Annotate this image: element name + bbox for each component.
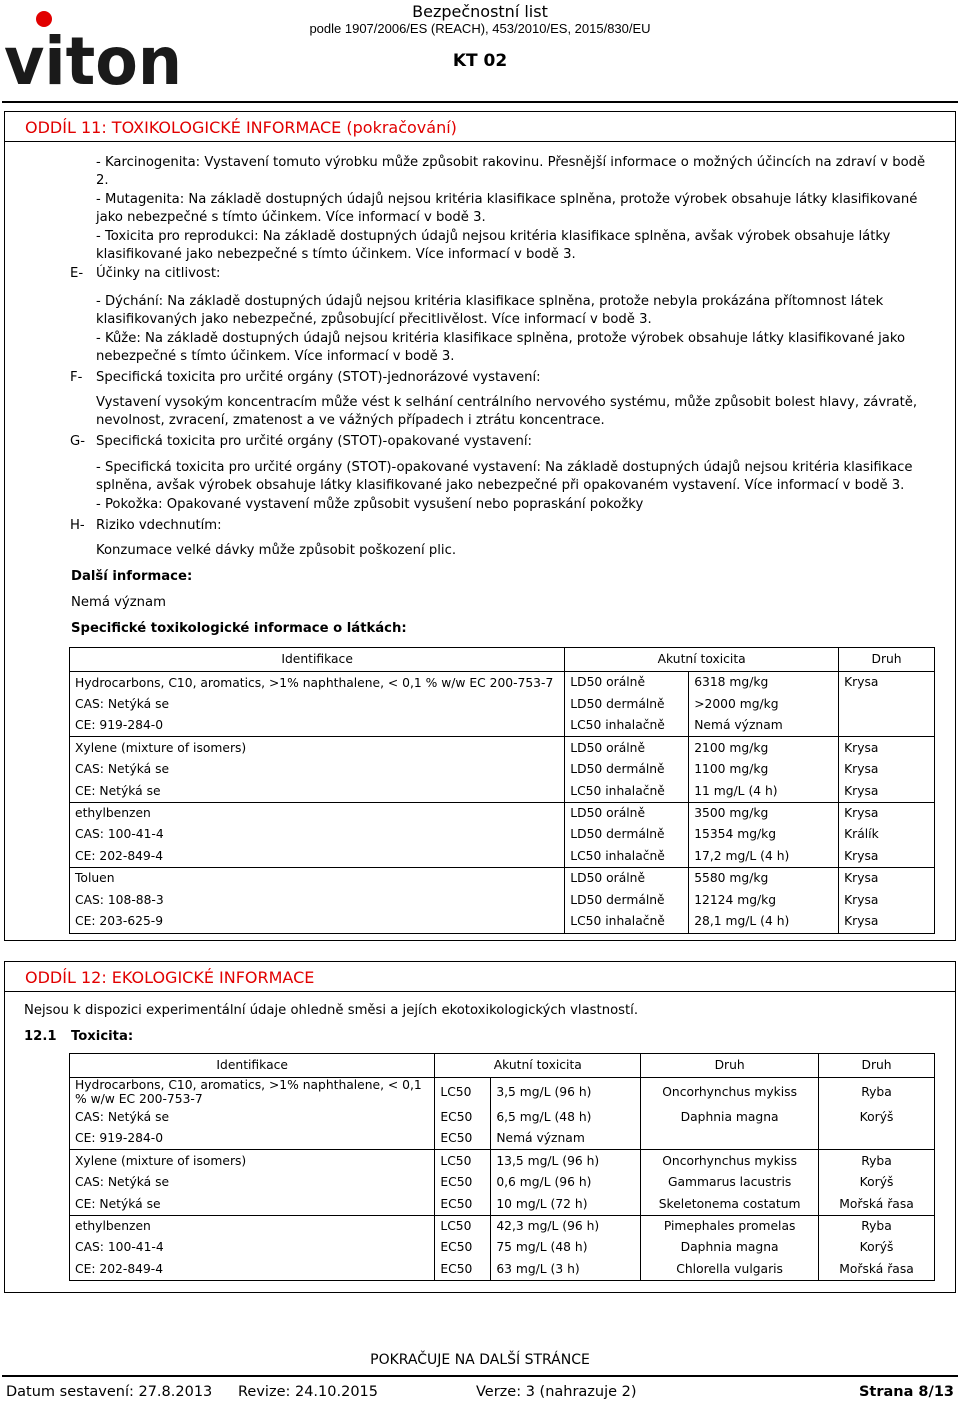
cell-test: LD50 dermálně bbox=[565, 824, 689, 846]
cell-value: >2000 mg/kg bbox=[689, 693, 839, 715]
table-row bbox=[70, 1193, 935, 1215]
toxicity-heading: Toxicita: bbox=[71, 1029, 134, 1044]
cell-species: Oncorhynchus mykiss bbox=[641, 1150, 819, 1172]
eco-intro-text: Nejsou k dispozici experimentální údaje ohledně směsi a jejích ekotoxikologických vlastností. bbox=[24, 1003, 639, 1018]
cell-identification: CAS: 100-41-4 bbox=[75, 1240, 164, 1255]
aspiration-text: Konzumace velké dávky může způsobit poškození plic. bbox=[96, 543, 457, 558]
section-12-title: ODDÍL 12: EKOLOGICKÉ INFORMACE bbox=[5, 962, 955, 992]
cell-identification: CAS: 100-41-4 bbox=[75, 827, 164, 842]
ecotoxicity-table bbox=[69, 1053, 935, 1281]
cell-type bbox=[819, 1128, 935, 1150]
cell-species bbox=[839, 715, 935, 737]
cell-identification: CAS: Netýká se bbox=[75, 762, 170, 777]
cell-species: Chlorella vulgaris bbox=[641, 1259, 819, 1281]
cell-species: Krysa bbox=[839, 889, 935, 911]
cell-species: Gammarus lacustris bbox=[641, 1172, 819, 1194]
reproduction-text: - Toxicita pro reprodukci: Na základě dostupných údajů nejsou kritéria klasifikace splněna, avšak výrobek obsahuje látky klasifikované jako nebezpečné s tímto účinkem. Více informací v bodě 3. bbox=[96, 229, 891, 263]
cell-value: 28,1 mg/L (4 h) bbox=[689, 911, 839, 933]
e-letter: E- bbox=[70, 266, 84, 281]
cell-test: LD50 orálně bbox=[565, 802, 689, 824]
cell-test: LD50 dermálně bbox=[565, 759, 689, 781]
table-row bbox=[70, 1078, 935, 1107]
revision-date: Revize: 24.10.2015 bbox=[238, 1384, 379, 1400]
cell-species: Krysa bbox=[839, 911, 935, 933]
toxicology-table bbox=[69, 647, 935, 934]
cell-identification: CE: 202-849-4 bbox=[75, 1262, 164, 1277]
col-header-acute-toxicity: Akutní toxicita bbox=[565, 648, 839, 672]
footer-divider bbox=[2, 1375, 958, 1377]
cell-type: Korýš bbox=[819, 1237, 935, 1259]
cell-identification: CAS: Netýká se bbox=[75, 696, 170, 711]
sensitization-heading: Účinky na citlivost: bbox=[96, 266, 221, 281]
cell-species: Krysa bbox=[839, 759, 935, 781]
col-header-species: Druh bbox=[641, 1054, 819, 1078]
cell-identification: CE: 203-625-9 bbox=[75, 914, 164, 929]
cell-type: Mořská řasa bbox=[819, 1193, 935, 1215]
logo-text: viton bbox=[4, 23, 182, 92]
table-row bbox=[70, 780, 935, 802]
cell-identification: Hydrocarbons, C10, aromatics, >1% naphthalene, < 0,1 % w/w EC 200-753-7 bbox=[75, 675, 554, 690]
cell-identification: CAS: Netýká se bbox=[75, 1109, 170, 1124]
cell-species: Krysa bbox=[839, 737, 935, 759]
cell-value: 42,3 mg/L (96 h) bbox=[491, 1215, 641, 1237]
cell-test: LC50 inhalačně bbox=[565, 846, 689, 868]
cell-test: EC50 bbox=[435, 1259, 491, 1281]
cell-species: Krysa bbox=[839, 672, 935, 694]
table-row bbox=[70, 868, 935, 890]
cell-value: 75 mg/L (48 h) bbox=[491, 1237, 641, 1259]
cell-value: 63 mg/L (3 h) bbox=[491, 1259, 641, 1281]
cell-identification: Xylene (mixture of isomers) bbox=[70, 737, 565, 759]
h-letter: H- bbox=[70, 518, 85, 533]
cell-value: 17,2 mg/L (4 h) bbox=[689, 846, 839, 868]
specific-tox-heading: Specifické toxikologické informace o látkách: bbox=[71, 621, 407, 636]
table-row bbox=[70, 1128, 935, 1150]
cell-identification: ethylbenzen bbox=[70, 1215, 435, 1237]
cell-identification: Toluen bbox=[70, 868, 565, 890]
cell-test: LC50 inhalačně bbox=[565, 780, 689, 802]
more-info-heading: Další informace: bbox=[71, 569, 193, 584]
carcinogenicity-text: - Karcinogenita: Vystavení tomuto výrobku může způsobit rakovinu. Přesnější informace o možných účincích na zdraví v bodě 2. bbox=[96, 155, 926, 189]
cell-test: LC50 bbox=[435, 1150, 491, 1172]
col-header-identification: Identifikace bbox=[70, 1054, 435, 1078]
document-title: Bezpečnostní list bbox=[412, 2, 548, 21]
mutagenicity-text: - Mutagenita: Na základě dostupných údajů nejsou kritéria klasifikace splněna, protože výrobek obsahuje látky klasifikované jako nebezpečné s tímto účinkem. Více informací v bodě 3. bbox=[96, 192, 918, 226]
cell-identification: ethylbenzen bbox=[70, 802, 565, 824]
cell-test: LD50 orálně bbox=[565, 737, 689, 759]
regulation-line: podle 1907/2006/ES (REACH), 453/2010/ES, 2015/830/EU bbox=[309, 21, 651, 36]
table-row bbox=[70, 889, 935, 911]
stot-repeated-heading: Specifická toxicita pro určité orgány (STOT)-opakované vystavení: bbox=[96, 434, 532, 449]
cell-value: 13,5 mg/L (96 h) bbox=[491, 1150, 641, 1172]
table-row bbox=[70, 1106, 935, 1128]
cell-test: EC50 bbox=[435, 1193, 491, 1215]
cell-species bbox=[641, 1128, 819, 1150]
section-11-title: ODDÍL 11: TOXIKOLOGICKÉ INFORMACE (pokračování) bbox=[5, 112, 955, 142]
cell-type: Ryba bbox=[819, 1078, 935, 1107]
cell-value: 0,6 mg/L (96 h) bbox=[491, 1172, 641, 1194]
aspiration-heading: Riziko vdechnutím: bbox=[96, 518, 222, 533]
cell-test: LC50 bbox=[435, 1215, 491, 1237]
cell-identification: CE: Netýká se bbox=[75, 1196, 161, 1211]
table-row bbox=[70, 1259, 935, 1281]
cell-value: Nemá význam bbox=[491, 1128, 641, 1150]
table-row bbox=[70, 759, 935, 781]
table-row bbox=[70, 911, 935, 933]
more-info-text: Nemá význam bbox=[71, 595, 166, 610]
cell-identification: CAS: 108-88-3 bbox=[75, 892, 164, 907]
f-letter: F- bbox=[70, 370, 83, 385]
cell-test: EC50 bbox=[435, 1128, 491, 1150]
table-header-row bbox=[70, 648, 935, 672]
cell-value: 12124 mg/kg bbox=[689, 889, 839, 911]
stot-single-text: Vystavení vysokým koncentracím může vést k selhání centrálního nervového systému, může způsobit bolest hlavy, závratě, nevolnost, zvracení, zmatenost a ve vážných případech i ztrátu koncentrace. bbox=[96, 395, 918, 429]
table-row bbox=[70, 1172, 935, 1194]
skin-text: - Kůže: Na základě dostupných údajů nejsou kritéria klasifikace splněna, protože výrobek obsahuje látky klasifikované jako nebezpečné s tímto účinkem. Více informací v bodě 3. bbox=[96, 331, 906, 365]
cell-value: 2100 mg/kg bbox=[689, 737, 839, 759]
cell-identification: CE: Netýká se bbox=[75, 783, 161, 798]
cell-identification: CAS: Netýká se bbox=[75, 1175, 170, 1190]
compiled-date: Datum sestavení: 27.8.2013 bbox=[6, 1384, 213, 1400]
page-number: Strana 8/13 bbox=[858, 1384, 954, 1400]
cell-species: Krysa bbox=[839, 846, 935, 868]
cell-value: 15354 mg/kg bbox=[689, 824, 839, 846]
cell-type: Korýš bbox=[819, 1106, 935, 1128]
cell-value: Nemá význam bbox=[689, 715, 839, 737]
cell-identification: CE: 919-284-0 bbox=[75, 718, 164, 733]
cell-value: 1100 mg/kg bbox=[689, 759, 839, 781]
cell-identification: Xylene (mixture of isomers) bbox=[70, 1150, 435, 1172]
cell-test: EC50 bbox=[435, 1106, 491, 1128]
table-row bbox=[70, 693, 935, 715]
respiratory-text: - Dýchání: Na základě dostupných údajů nejsou kritéria klasifikace splněna, protože nebyla prokázána přítomnost látek klasifikovaných jako nebezpečné, způsobující přecitlivělost. Více informací v bodě 3. bbox=[96, 294, 884, 328]
col-header-species: Druh bbox=[839, 648, 935, 672]
product-name: KT 02 bbox=[452, 51, 508, 71]
cell-species bbox=[839, 693, 935, 715]
cell-value: 3500 mg/kg bbox=[689, 802, 839, 824]
cell-test: EC50 bbox=[435, 1237, 491, 1259]
cell-species: Krysa bbox=[839, 868, 935, 890]
cell-test: LC50 inhalačně bbox=[565, 911, 689, 933]
cell-test: LC50 inhalačně bbox=[565, 715, 689, 737]
cell-test: LD50 dermálně bbox=[565, 889, 689, 911]
cell-value: 3,5 mg/L (96 h) bbox=[491, 1078, 641, 1107]
table-row bbox=[70, 824, 935, 846]
cell-identification: Hydrocarbons, C10, aromatics, >1% naphthalene, < 0,1 % w/w EC 200-753-7 bbox=[75, 1078, 422, 1107]
cell-species: Daphnia magna bbox=[641, 1106, 819, 1128]
cell-species: Daphnia magna bbox=[641, 1237, 819, 1259]
viton-logo bbox=[4, 8, 184, 92]
cell-value: 5580 mg/kg bbox=[689, 868, 839, 890]
table-row bbox=[70, 672, 935, 694]
cell-value: 6318 mg/kg bbox=[689, 672, 839, 694]
cell-test: LD50 dermálně bbox=[565, 693, 689, 715]
table-row bbox=[70, 846, 935, 868]
cell-type: Ryba bbox=[819, 1150, 935, 1172]
cell-test: LD50 orálně bbox=[565, 672, 689, 694]
subsection-number: 12.1 bbox=[24, 1029, 57, 1044]
cell-identification: CE: 919-284-0 bbox=[75, 1131, 164, 1146]
stot-single-heading: Specifická toxicita pro určité orgány (STOT)-jednorázové vystavení: bbox=[96, 370, 541, 385]
version-info: Verze: 3 (nahrazuje 2) bbox=[476, 1384, 637, 1400]
g-letter: G- bbox=[70, 434, 85, 449]
cell-species: Oncorhynchus mykiss bbox=[641, 1078, 819, 1107]
col-header-acute-toxicity: Akutní toxicita bbox=[435, 1054, 641, 1078]
col-header-type: Druh bbox=[819, 1054, 935, 1078]
cell-test: EC50 bbox=[435, 1172, 491, 1194]
col-header-identification: Identifikace bbox=[70, 648, 565, 672]
table-row bbox=[70, 737, 935, 759]
table-row bbox=[70, 715, 935, 737]
header-divider bbox=[2, 101, 958, 103]
table-row bbox=[70, 1150, 935, 1172]
cell-type: Ryba bbox=[819, 1215, 935, 1237]
cell-species: Krysa bbox=[839, 780, 935, 802]
cell-species: Pimephales promelas bbox=[641, 1215, 819, 1237]
stot-repeated-text: - Specifická toxicita pro určité orgány (STOT)-opakované vystavení: Na základě dostupných údajů nejsou kritéria klasifikace splněna, avšak výrobek obsahuje látky klasifikované jako nebezpečné při opakovaném vystavení. Více informací v bodě 3. bbox=[96, 460, 913, 494]
continue-notice: POKRAČUJE NA DALŠÍ STRÁNCE bbox=[370, 1352, 590, 1368]
table-row bbox=[70, 1237, 935, 1259]
cell-species: Skeletonema costatum bbox=[641, 1193, 819, 1215]
table-row bbox=[70, 1215, 935, 1237]
cell-species: Krysa bbox=[839, 802, 935, 824]
cell-test: LD50 orálně bbox=[565, 868, 689, 890]
cell-type: Mořská řasa bbox=[819, 1259, 935, 1281]
cell-type: Korýš bbox=[819, 1172, 935, 1194]
table-header-row bbox=[70, 1054, 935, 1078]
skin-repeated-text: - Pokožka: Opakované vystavení může způsobit vysušení nebo popraskání pokožky bbox=[96, 497, 644, 512]
cell-species: Králík bbox=[839, 824, 935, 846]
cell-value: 6,5 mg/L (48 h) bbox=[491, 1106, 641, 1128]
table-row bbox=[70, 802, 935, 824]
cell-value: 11 mg/L (4 h) bbox=[689, 780, 839, 802]
cell-test: LC50 bbox=[435, 1078, 491, 1107]
cell-identification: CE: 202-849-4 bbox=[75, 849, 164, 864]
cell-value: 10 mg/L (72 h) bbox=[491, 1193, 641, 1215]
